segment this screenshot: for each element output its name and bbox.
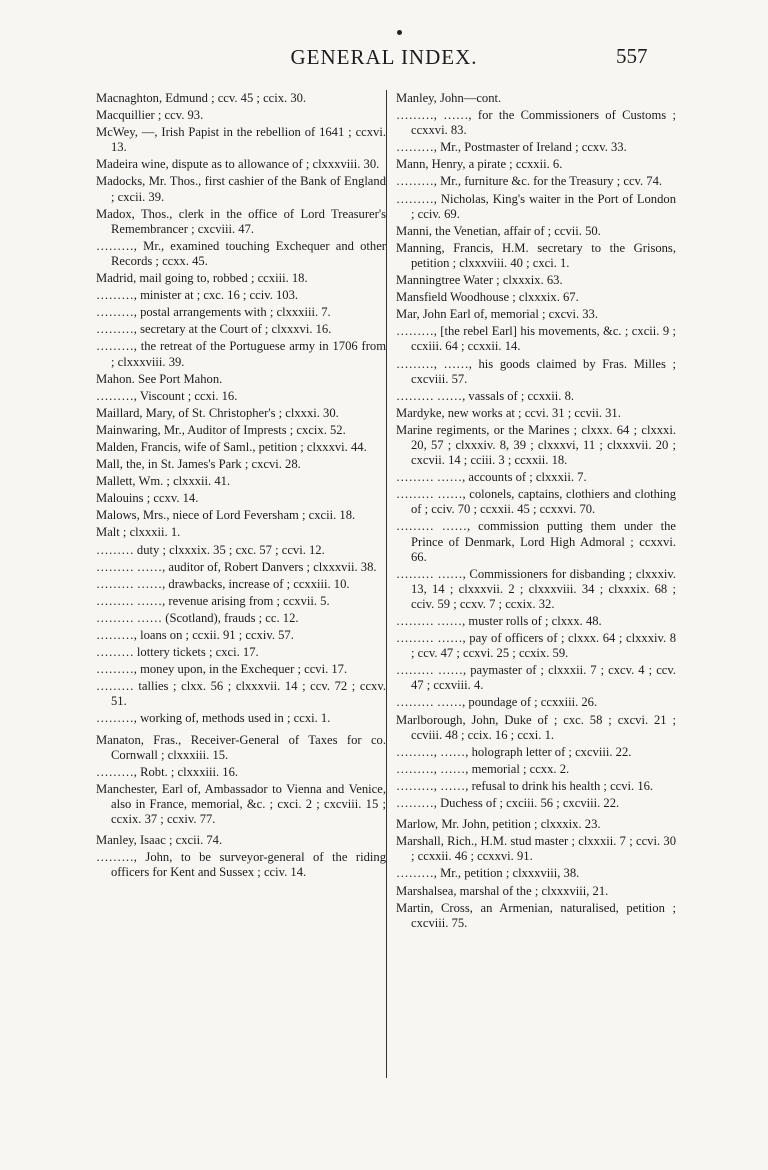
index-entry: ………, Nicholas, King's waiter in the Port of London ; cciv. 69. (396, 191, 676, 221)
index-entry: Madox, Thos., clerk in the office of Lord Treasurer's Remembrancer ; cxcviii. 47. (96, 206, 386, 236)
index-entry: ………, money upon, in the Exchequer ; ccvi. 17. (96, 662, 348, 677)
index-entry: Manni, the Venetian, affair of ; ccvii. 50. (396, 223, 601, 238)
index-entry: Maillard, Mary, of St. Christopher's ; clxxxi. 30. (96, 405, 339, 420)
index-entry: ………, Mr., examined touching Exchequer and other Records ; ccxx. 45. (96, 238, 386, 268)
index-entry: ………, minister at ; cxc. 16 ; cciv. 103. (96, 288, 299, 303)
index-entry: ……… ……, commission putting them under the Prince of Denmark, Lord High Admoral ; ccxxvi. 66. (396, 519, 676, 564)
index-entry: ………, John, to be surveyor-general of the riding officers for Kent and Sussex ; cciv. 14. (96, 850, 386, 880)
index-entry: ………, the retreat of the Portuguese army in 1706 from ; clxxxviii. 39. (96, 339, 386, 369)
index-entry: ………, loans on ; ccxii. 91 ; ccxiv. 57. (96, 628, 294, 642)
index-entry: ………, secretary at the Court of ; clxxxvi. 16. (96, 322, 332, 337)
page-number: 557 (616, 44, 648, 68)
left-column (96, 91, 386, 882)
index-entry: ………, ……, for the Commissioners of Customs ; ccxxvi. 83. (396, 108, 676, 138)
index-entry: Mar, John Earl of, memorial ; cxcvi. 33. (396, 307, 598, 322)
index-entry: McWey, —, Irish Papist in the rebellion of 1641 ; ccxvi. 13. (96, 125, 386, 155)
index-entry: ……… ……, poundage of ; ccxxiii. 26. (396, 695, 598, 710)
ornament-dot (397, 30, 402, 35)
index-entry: ……… ……, accounts of ; clxxxii. 7. (396, 470, 587, 485)
index-entry: Marshalsea, marshal of the ; clxxxviii, 21. (396, 883, 609, 898)
index-entry: ……… …… (Scotland), frauds ; cc. 12. (96, 610, 299, 625)
index-entry: ………, postal arrangements with ; clxxxiii. 7. (96, 305, 331, 320)
index-entry: ………, Mr., furniture &c. for the Treasury ; ccv. 74. (396, 174, 663, 189)
index-entry: ……… ……, Commissioners for disbanding ; clxxxiv. 13, 14 ; clxxxvii. 2 ; clxxxviii. 34 ; clxxxix. 68 ; cciv. 59 ; ccxv. 7 ; ccxix. 32. (396, 566, 676, 611)
index-entry: Martin, Cross, an Armenian, naturalised, petition ; cxcviii. 75. (396, 900, 676, 930)
index-entry: ………, ……, refusal to drink his health ; ccvi. 16. (396, 778, 654, 793)
index-entry: Macquillier ; ccv. 93. (96, 108, 204, 123)
index-entry: ………, Viscount ; ccxi. 16. (96, 388, 238, 403)
index-entry: ……… ……, paymaster of ; clxxxii. 7 ; cxcv. 4 ; ccv. 47 ; ccxviii. 4. (396, 663, 676, 693)
index-entry: Mall, the, in St. James's Park ; cxcvi. 28. (96, 457, 301, 472)
index-entry: ……… ……, vassals of ; ccxxii. 8. (396, 388, 575, 403)
index-entry: Madeira wine, dispute as to allowance of ; clxxxviii. 30. (96, 157, 380, 172)
index-entry: ……… tallies ; clxx. 56 ; clxxxvii. 14 ; ccv. 72 ; ccxv. 51. (96, 679, 386, 709)
index-entry: ……… ……, drawbacks, increase of ; ccxxiii. 10. (96, 576, 350, 591)
index-entry: ………, working of, methods used in ; ccxi. 1. (96, 711, 331, 726)
index-entry: Malden, Francis, wife of Saml., petition ; clxxxvi. 44. (96, 439, 367, 454)
index-entry: Manchester, Earl of, Ambassador to Vienna and Venice, also in France, memorial, &c. ; cxci. 2 ; cxcviii. 15 ; ccxix. 37 ; ccxiv. 77. (96, 781, 386, 827)
index-entry: Manning, Francis, H.M. secretary to the Grisons, petition ; clxxxviii. 40 ; cxci. 1. (396, 240, 676, 270)
index-entry: Marlborough, John, Duke of ; cxc. 58 ; cxcvi. 21 ; ccviii. 48 ; ccix. 16 ; ccxi. 1. (396, 712, 676, 742)
index-entry: Mardyke, new works at ; ccvi. 31 ; ccvii. 31. (396, 405, 621, 420)
index-entry: Malt ; clxxxii. 1. (96, 525, 181, 540)
index-entry: Mann, Henry, a pirate ; ccxxii. 6. (396, 157, 563, 172)
index-entry: ……… ……, colonels, captains, clothiers and clothing of ; cciv. 70 ; ccxxii. 45 ; ccxxvi. 70. (396, 487, 676, 517)
index-entry: Marshall, Rich., H.M. stud master ; clxxxii. 7 ; ccvi. 30 ; ccxxii. 46 ; ccxxvi. 91. (396, 834, 676, 864)
index-entry: Marlow, Mr. John, petition ; clxxxix. 23. (396, 817, 601, 832)
index-entry: ………, ……, memorial ; ccxx. 2. (396, 761, 570, 776)
right-column (396, 91, 676, 933)
index-entry: Macnaghton, Edmund ; ccv. 45 ; ccix. 30. (96, 91, 307, 105)
index-entry: Madocks, Mr. Thos., first cashier of the Bank of England ; cxcii. 39. (96, 174, 386, 204)
index-entry: Marine regiments, or the Marines ; clxxx. 64 ; clxxxi. 20, 57 ; clxxxiv. 8, 39 ; clxxxvi, 11 ; clxxxvii. 20 ; cxcvii. 14 ; cciii. 3 ; ccxxii. 18. (396, 422, 676, 468)
index-entry: Manley, John—cont. (396, 91, 502, 105)
index-entry: ……… duty ; clxxxix. 35 ; cxc. 57 ; ccvi. 12. (96, 542, 325, 557)
index-entry: ……… lottery tickets ; cxci. 17. (96, 645, 259, 660)
index-entry: ………, Mr., Postmaster of Ireland ; ccxv. 33. (396, 140, 627, 155)
index-entry: Manningtree Water ; clxxxix. 63. (396, 273, 563, 288)
index-entry: Manley, Isaac ; cxcii. 74. (96, 833, 223, 848)
index-entry: Mansfield Woodhouse ; clxxxix. 67. (396, 290, 579, 305)
index-entry: Manaton, Fras., Receiver-General of Taxes for co. Cornwall ; clxxxiii. 15. (96, 732, 386, 762)
index-entry: ………, ……, holograph letter of ; cxcviii. 22. (396, 744, 632, 759)
index-entry: ………, [the rebel Earl] his movements, &c. ; cxcii. 9 ; ccxiii. 64 ; ccxxii. 14. (396, 324, 676, 354)
index-entry: ……… ……, pay of officers of ; clxxx. 64 ; clxxxiv. 8 ; ccv. 47 ; ccxvi. 25 ; ccxix. 59. (396, 631, 676, 661)
index-entry: ………, Duchess of ; cxciii. 56 ; cxcviii. 22. (396, 796, 620, 811)
index-entry: Mallett, Wm. ; clxxxii. 41. (96, 474, 231, 489)
index-entry: ……… ……, revenue arising from ; ccxvii. 5. (96, 593, 330, 608)
index-entry: ……… ……, auditor of, Robert Danvers ; clxxxvii. 38. (96, 559, 377, 574)
column-divider (386, 90, 387, 1078)
index-entry: Madrid, mail going to, robbed ; ccxiii. 18. (96, 271, 308, 286)
index-entry: ………, Robt. ; clxxxiii. 16. (96, 764, 239, 779)
index-entry: ……… ……, muster rolls of ; clxxx. 48. (396, 614, 602, 628)
index-entry: Malows, Mrs., niece of Lord Feversham ; cxcii. 18. (96, 508, 356, 523)
index-entry: Mainwaring, Mr., Auditor of Imprests ; cxcix. 52. (96, 422, 346, 437)
index-entry: Mahon. See Port Mahon. (96, 371, 223, 386)
index-entry: Malouins ; ccxv. 14. (96, 491, 199, 506)
page-title: GENERAL INDEX. (290, 45, 478, 69)
index-entry: ………, ……, his goods claimed by Fras. Milles ; cxcviii. 57. (396, 356, 676, 386)
index-entry: ………, Mr., petition ; clxxxviii, 38. (396, 866, 580, 881)
